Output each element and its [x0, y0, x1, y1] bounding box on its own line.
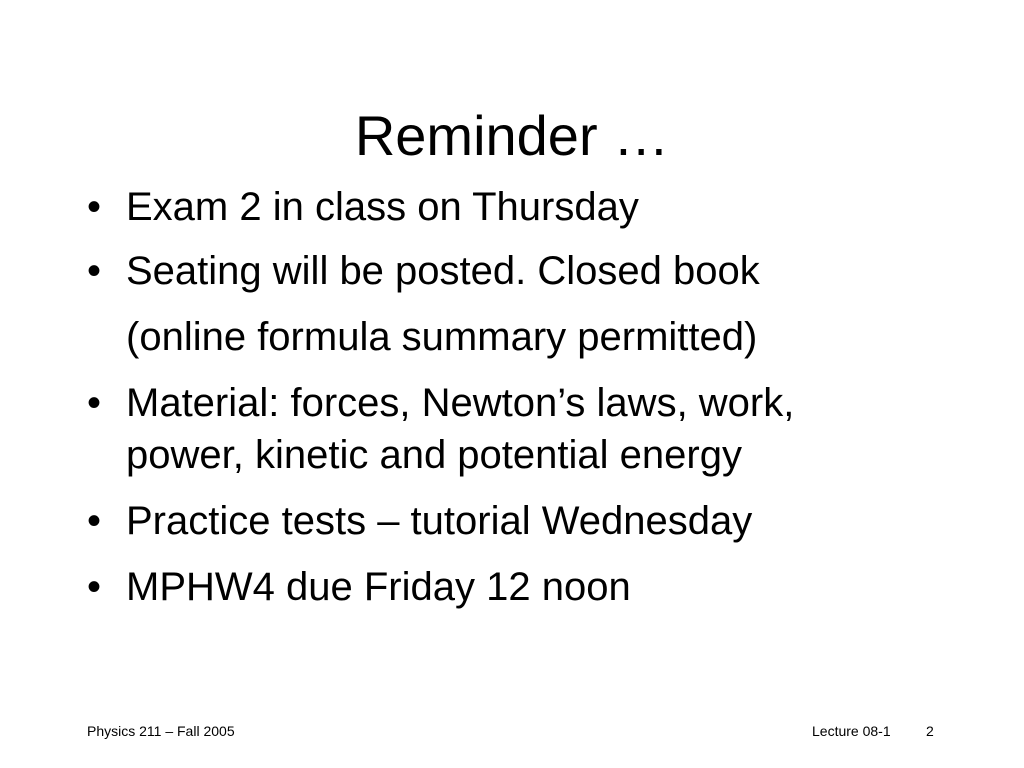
bullet-text-material-line1: Material: forces, Newton’s laws, work, [126, 381, 795, 425]
bullet-text-practice-tests: Practice tests – tutorial Wednesday [126, 499, 753, 543]
bullet-text-exam: Exam 2 in class on Thursday [126, 185, 639, 229]
footer-page-number: 2 [926, 723, 934, 739]
slide-title: Reminder … [354, 104, 670, 167]
bullet-text-seating: Seating will be posted. Closed book [126, 249, 760, 293]
bullet-marker: • [87, 185, 102, 229]
bullet-text-online-formula: (online formula summary permitted) [126, 315, 758, 359]
footer-lecture: Lecture 08-1 [812, 723, 891, 739]
bullet-marker: • [87, 565, 102, 609]
bullet-marker: • [87, 499, 102, 543]
bullet-text-material-line2: power, kinetic and potential energy [126, 433, 742, 477]
bullet-marker: • [87, 249, 102, 293]
footer-course: Physics 211 – Fall 2005 [87, 723, 235, 739]
bullet-marker: • [87, 381, 102, 425]
bullet-text-mphw4: MPHW4 due Friday 12 noon [126, 565, 631, 609]
